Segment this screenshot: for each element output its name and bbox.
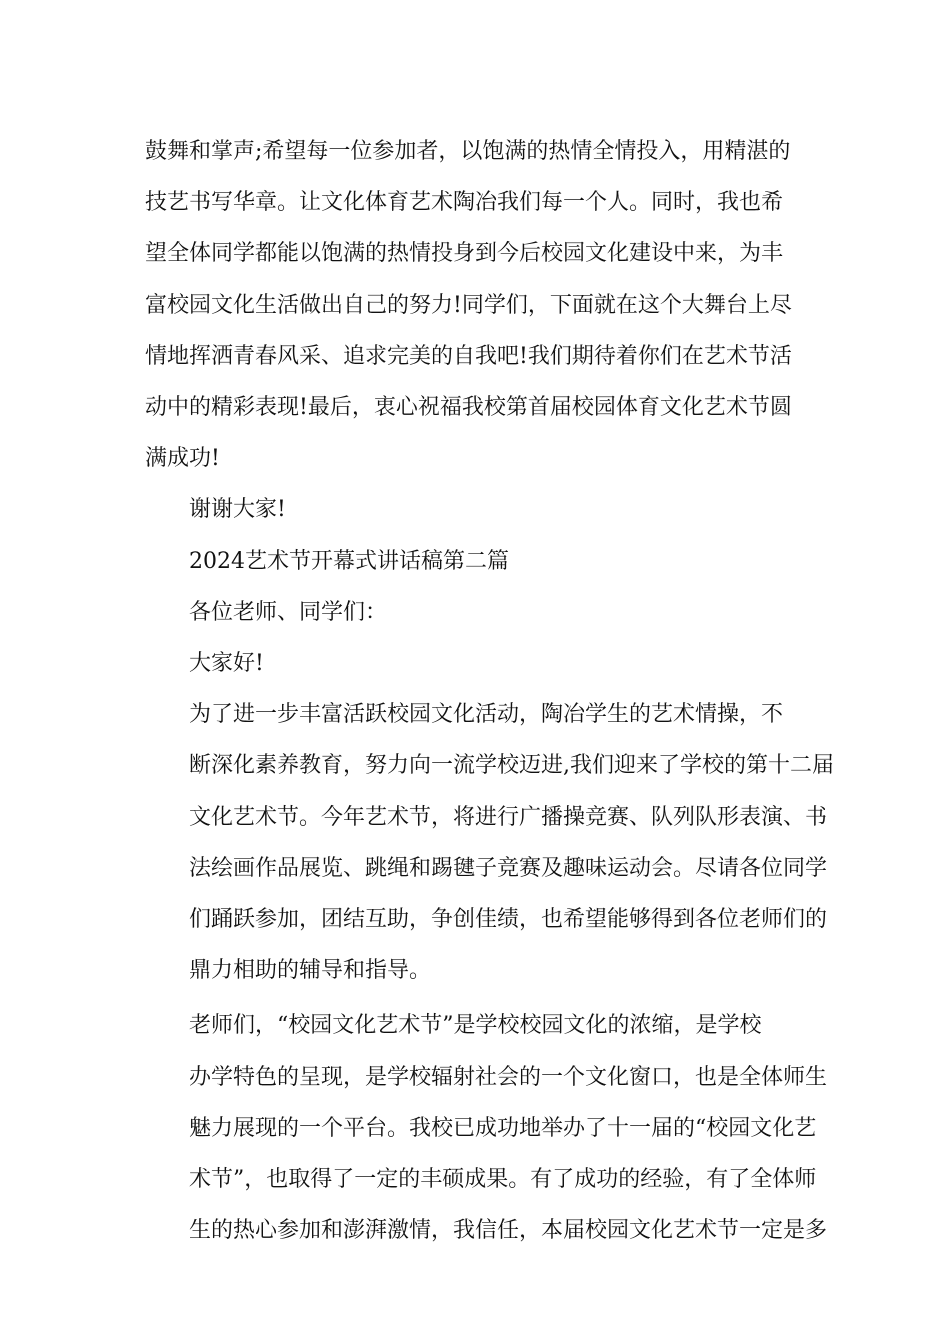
text-line: 术节”，也取得了一定的丰硕成果。有了成功的经验，有了全体师 <box>189 1167 817 1193</box>
paragraph-closing-speech <box>145 126 807 484</box>
salutation-line: 各位老师、同学们： <box>189 599 388 625</box>
text-line: 断深化素养教育，努力向一流学校迈进,我们迎来了学校的第十二届 <box>189 753 834 779</box>
section-heading: 2024艺术节开幕式讲话稿第二篇 <box>189 548 509 574</box>
text-line: 富校园文化生活做出自己的努力!同学们，下面就在这个大舞台上尽 <box>145 292 792 318</box>
thanks-line: 谢谢大家! <box>189 497 286 523</box>
text-line: 为了进一步丰富活跃校园文化活动，陶冶学生的艺术情操，不 <box>189 702 784 728</box>
document-page <box>145 126 834 1256</box>
text-line: 们踊跃参加，团结互助，争创佳绩，也希望能够得到各位老师们的 <box>189 907 828 933</box>
text-line: 文化艺术节。今年艺术节，将进行广播操竞赛、队列队形表演、书 <box>189 804 828 830</box>
text-line: 鼓舞和掌声;希望每一位参加者，以饱满的热情全情投入，用精湛的 <box>145 139 791 164</box>
paragraph-festival-intro <box>145 689 834 996</box>
paragraph-festival-significance <box>145 1000 828 1256</box>
text-line: 办学特色的呈现，是学校辐射社会的一个文化窗口，也是全体师生 <box>189 1064 828 1090</box>
text-line: 老师们，“校园文化艺术节”是学校校园文化的浓缩，是学校 <box>189 1013 762 1039</box>
greeting-line: 大家好! <box>189 651 264 677</box>
text-line: 望全体同学都能以饱满的热情投身到今后校园文化建设中来，为丰 <box>145 241 784 267</box>
text-line: 满成功! <box>145 446 220 472</box>
text-line: 技艺书写华章。让文化体育艺术陶冶我们每一个人。同时，我也希 <box>145 190 784 216</box>
text-line: 鼎力相助的辅导和指导。 <box>189 958 432 984</box>
text-line: 法绘画作品展览、跳绳和踢毽子竞赛及趣味运动会。尽请各位同学 <box>189 855 828 881</box>
text-line: 情地挥洒青春风采、追求完美的自我吧!我们期待着你们在艺术节活 <box>145 343 792 369</box>
text-line: 动中的精彩表现!最后，衷心祝福我校第首届校园体育文化艺术节圆 <box>145 395 792 421</box>
text-line: 生的热心参加和澎湃激情，我信任，本届校园文化艺术节一定是多 <box>189 1218 828 1244</box>
text-line: 魅力展现的一个平台。我校已成功地举办了十一届的“校园文化艺 <box>189 1115 817 1141</box>
